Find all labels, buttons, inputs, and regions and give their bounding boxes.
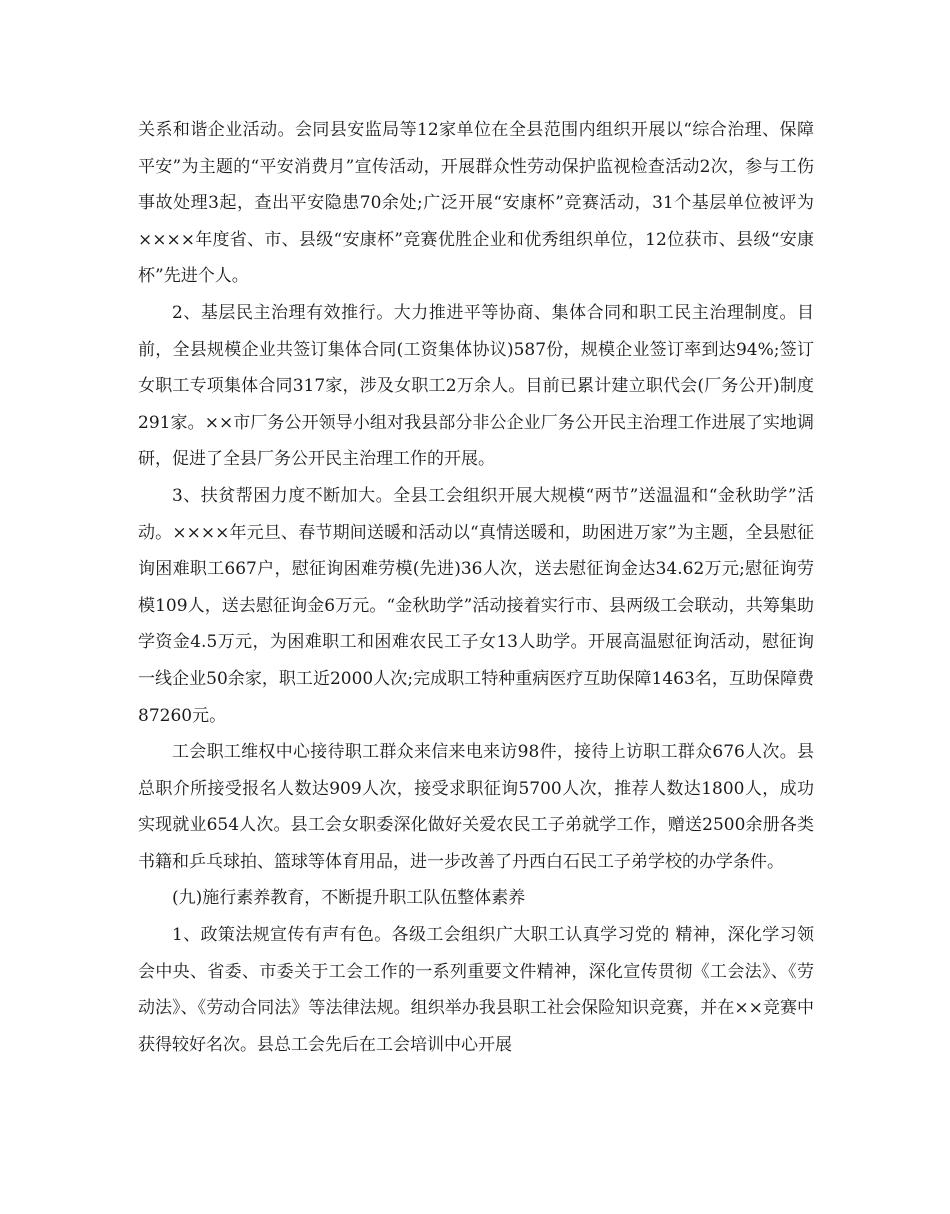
paragraph-poverty-relief: 3、扶贫帮困力度不断加大。全县工会组织开展大规模“两节”送温温和“金秋助学”活动。××××年元旦、春节期间送暖和活动以“真情送暖和，助困进万家”为主题，全县慰征询困难职工667户，慰征询困难劳模(先进)36人次，送去慰征询金达34.62万元;慰征询劳模109人，送去慰征询金6万元。“金秋助学”活动接着实行市、县两级工会联动，共筹集助学资金4.5万元，为困难职工和困难农民工子女13人助学。开展高温慰征询活动，慰征询一线企业50余家，职工近2000人次;完成职工特种重病医疗互助保障1463名，互助保障费87260元。 bbox=[138, 485, 814, 726]
document-body bbox=[138, 112, 814, 1063]
paragraph-rights-center: 工会职工维权中心接待职工群众来信来电来访98件，接待上访职工群众676人次。县总职介所接受报名人数达909人次，接受求职征询5700人次，推荐人数达1800人，成功实现就业654人次。县工会女职委深化做好关爱农民工子弟就学工作，赠送2500余册各类书籍和乒乓球拍、篮球等体育用品，进一步改善了丹西白石民工子弟学校的办学条件。 bbox=[138, 742, 814, 872]
paragraph-safety-activities: 关系和谐企业活动。会同县安监局等12家单位在全县范围内组织开展以“综合治理、保障平安”为主题的“平安消费月”宣传活动，开展群众性劳动保护监视检查活动2次，参与工伤事故处理3起，查出平安隐患70余处;广泛开展“安康杯”竞赛活动，31个基层单位被评为××××年度省、市、县级“安康杯”竞赛优胜企业和优秀组织单位，12位获市、县级“安康杯”先进个人。 bbox=[138, 120, 814, 287]
paragraph-democratic-management: 2、基层民主治理有效推行。大力推进平等协商、集体合同和职工民主治理制度。目前，全县规模企业共签订集体合同(工资集体协议)587份，规模企业签订率到达94%;签订女职工专项集体合同317家，涉及女职工2万余人。目前已累计建立职代会(厂务公开)制度291家。××市厂务公开领导小组对我县部分非公企业厂务公开民主治理工作进展了实地调研，促进了全县厂务公开民主治理工作的开展。 bbox=[138, 302, 814, 470]
section-heading-quality-education: (九)施行素养教育，不断提升职工队伍整体素养 bbox=[172, 888, 526, 909]
paragraph-policy-publicity: 1、政策法规宣传有声有色。各级工会组织广大职工认真学习党的 精神，深化学习领会中央、省委、市委关于工会工作的一系列重要文件精神，深化宣传贯彻《工会法》、《劳动法》、《劳动合同法》等法律法规。组织举办我县职工社会保险知识竞赛，并在××竞赛中获得较好名次。县总工会先后在工会培训中心开展 bbox=[138, 925, 814, 1055]
